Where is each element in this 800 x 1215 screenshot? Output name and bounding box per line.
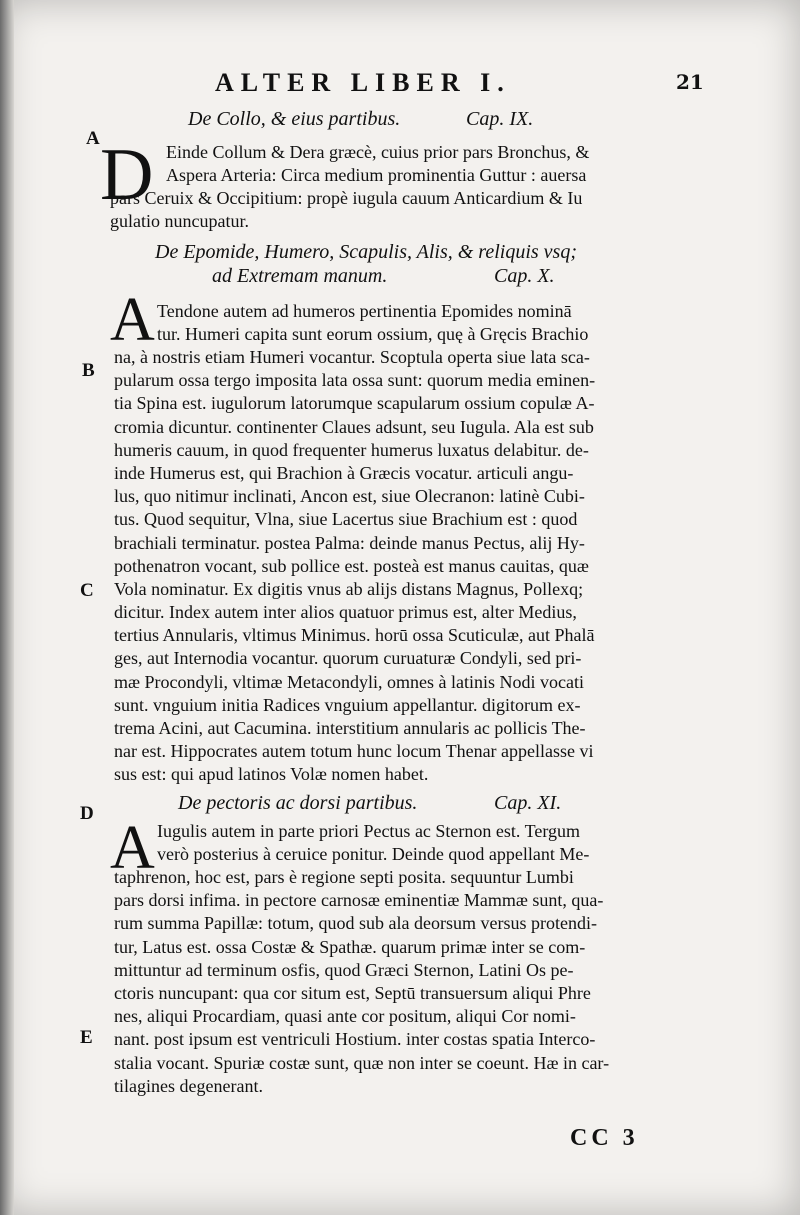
chapter-heading-continuation: ad Extremam manum.	[212, 265, 388, 287]
text-line: Aspera Arteria: Circa medium prominentia Guttur : auersa	[166, 165, 587, 186]
text-line: tus. Quod sequitur, Vlna, siue Lacertus siue Brachium est : quod	[114, 509, 578, 530]
margin-letter-c: C	[80, 580, 94, 601]
text-line: pothenatron vocant, sub pollice est. posteà est manus cauitas, quæ	[114, 555, 589, 576]
text-line: cromia dicuntur. continenter Claues adsunt, seu Iugula. Ala est sub	[114, 416, 594, 437]
text-line: mittuntur ad terminum osfis, quod Græci Sternon, Latini Os pe-	[114, 959, 574, 980]
text-line: trema Acini, aut Cacumina. interstitium annularis ac pollicis The-	[114, 718, 586, 738]
drop-cap: A	[110, 286, 155, 354]
margin-letter-b: B	[82, 360, 95, 381]
margin-letter-a: A	[86, 128, 100, 149]
chapter-heading: De pectoris ac dorsi partibus.	[178, 792, 418, 814]
text-line: na, à nostris etiam Humeri vocantur. Scoptula operta siue lata sca-	[114, 347, 590, 367]
text-line: nant. post ipsum est ventriculi Hostium. inter costas spatia Interco-	[114, 1029, 596, 1050]
text-block	[157, 300, 588, 346]
text-line: nes, aliqui Procardiam, quasi ante cor positum, aliqui Cor nomi-	[114, 1006, 576, 1027]
text-line: tilagines degenerant.	[114, 1075, 263, 1096]
text-line: lus, quo nitimur inclinati, Ancon est, siue Olecranon: latinè Cubi-	[114, 486, 585, 507]
text-line: dicitur. Index autem inter alios quatuor primus est, alter Medius,	[114, 602, 577, 623]
text-line: tur. Humeri capita sunt eorum ossium, quę à Gręcis Brachio	[157, 324, 589, 345]
text-line: Vola nominatur. Ex digitis vnus ab alijs distans Magnus, Pollexq;	[114, 578, 584, 599]
text-line: mæ Procondyli, vltimæ Metacondyli, omnes à latinis Nodi vocati	[114, 671, 584, 692]
text-line: tur, Latus est. ossa Costæ & Spathæ. quarum primæ inter se com-	[114, 936, 586, 957]
drop-cap: D	[100, 134, 154, 216]
text-line: pularum ossa tergo imposita lata ossa sunt: quorum media eminen-	[114, 370, 596, 391]
text-line: rum summa Papillæ: totum, quod sub ala deorsum versus protendi-	[114, 913, 597, 934]
chapter-number: Cap. IX.	[466, 108, 534, 130]
text-line: inde Humerus est, qui Brachion à Græcis vocatur. articuli angu-	[114, 462, 574, 483]
text-line: sunt. vnguium initia Radices vnguium appellantur. digitorum ex-	[114, 694, 581, 715]
chapter-heading: De Epomide, Humero, Scapulis, Alis, & reliquis vsq;	[155, 241, 577, 263]
text-line: tia Spina est. iugulorum latorumque scapularum ossium copulæ A-	[114, 393, 595, 414]
text-line: Iugulis autem in parte priori Pectus ac Sternon est. Tergum	[157, 821, 580, 841]
text-block	[110, 187, 582, 233]
text-block	[166, 141, 589, 187]
text-block	[114, 866, 609, 1098]
text-line: ctoris nuncupant: qua cor situm est, Septū transuersum aliqui Phre	[114, 982, 591, 1003]
drop-cap: A	[110, 814, 155, 882]
text-line: nar est. Hippocrates autem totum hunc locum Thenar appellasse vi	[114, 741, 594, 762]
text-line: Einde Collum & Dera græcè, cuius prior pars Bronchus, &	[166, 142, 590, 162]
text-line: tertius Annularis, vltimus Minimus. horū ossa Scuticulæ, aut Phalā	[114, 625, 595, 646]
text-line: stalia vocant. Spuriæ costæ sunt, quæ non inter se coeunt. Hæ in car-	[114, 1052, 610, 1073]
signature-mark: CC 3	[570, 1125, 639, 1151]
text-line: pars dorsi infima. in pectore carnosæ eminentiæ Mammæ sunt, qua-	[114, 890, 604, 911]
chapter-heading: De Collo, & eius partibus.	[188, 108, 401, 130]
text-block	[114, 346, 595, 787]
text-block	[157, 820, 589, 866]
page-gutter-shadow	[0, 0, 14, 1215]
chapter-number: Cap. X.	[494, 265, 555, 287]
margin-letter-e: E	[80, 1027, 93, 1048]
chapter-number: Cap. XI.	[494, 792, 562, 814]
text-line: pars Ceruix & Occipitium: propè iugula cauum Anticardium & Iu	[110, 188, 583, 208]
text-line: humeris cauum, in quod frequenter humerus luxatus delabitur. de-	[114, 439, 589, 460]
page-number: 21	[676, 70, 704, 94]
text-line: ges, aut Internodia vocantur. quorum curuaturæ Condyli, sed pri-	[114, 648, 582, 669]
text-line: sus est: qui apud latinos Volæ nomen habet.	[114, 764, 429, 785]
running-head: ALTER LIBER I.	[215, 68, 511, 97]
text-line: brachiali terminatur. postea Palma: deinde manus Pectus, alij Hy-	[114, 532, 585, 553]
text-line: verò posterius à ceruice ponitur. Deinde quod appellant Me-	[157, 844, 590, 865]
text-line: Tendone autem ad humeros pertinentia Epomides nominā	[157, 301, 572, 321]
text-line: gulatio nuncupatur.	[110, 211, 249, 232]
margin-letter-d: D	[80, 803, 94, 824]
text-line: taphrenon, hoc est, pars è regione septi posita. sequuntur Lumbi	[114, 867, 574, 887]
